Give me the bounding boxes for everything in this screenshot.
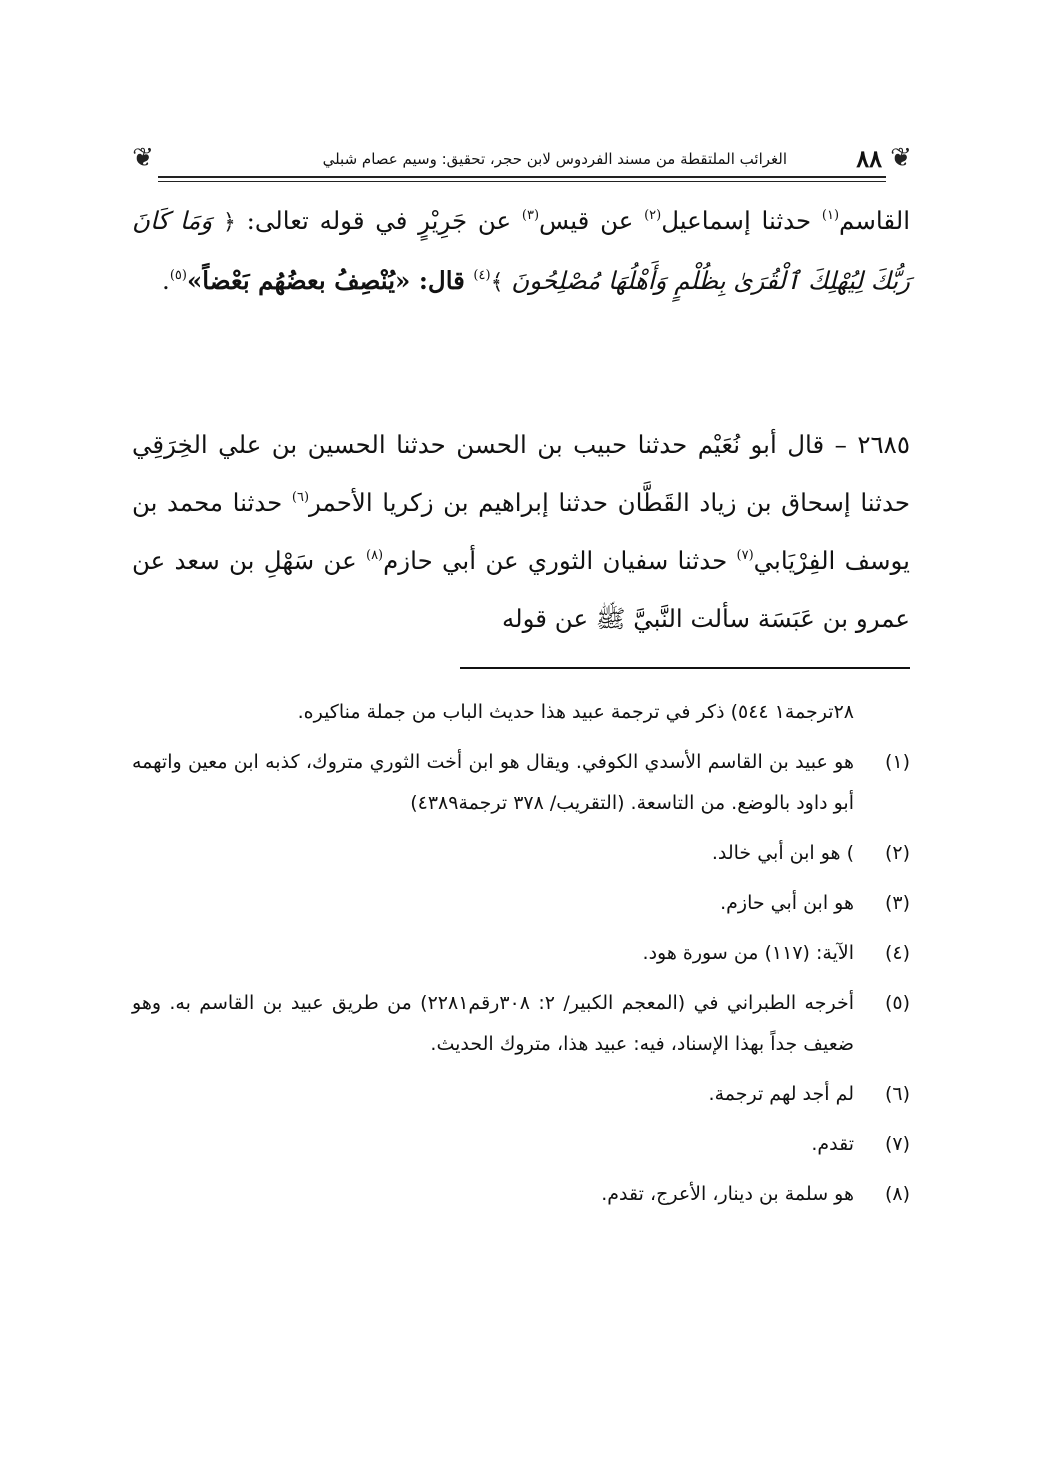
footnote-1	[132, 742, 910, 824]
footnote-8	[132, 1174, 910, 1215]
floral-ornament-icon: ❦	[890, 143, 912, 173]
footnote-ref-4[interactable]: (٤)	[473, 268, 491, 283]
footnote-ref-5[interactable]: (٥)	[169, 268, 187, 283]
footnote-4	[132, 933, 910, 974]
footnote-number: (٣)	[884, 892, 910, 914]
quran-verse: وَمَا كَانَ رَبُّكَ لِيُهْلِكَ ٱلْقُرَىٰ بِظُلْمٍ وَأَهْلُهَا مُصْلِحُونَ	[132, 206, 910, 295]
footnote-continuation: ٢٨ترجمة١ ٥٤٤) ذكر في ترجمة عبيد هذا حديث الباب من جملة مناكيره.	[297, 701, 854, 723]
footnote-number: (٢)	[884, 842, 910, 864]
floral-ornament-icon: ❦	[132, 143, 154, 173]
hadith-quote: «يُنْصِفُ بعضُهُم بَعْضاً»	[186, 266, 411, 295]
quran-open-bracket: ﴿	[223, 210, 236, 235]
footnote-number: (٥)	[884, 992, 910, 1014]
text-run: عن سَهْلِ بن سعد عن عمرو بن عَبَسَة سألت النَّبيَّ ﷺ عن قوله	[132, 546, 910, 633]
footnote-5	[132, 983, 910, 1065]
footnote-3	[132, 883, 910, 924]
footnote-text: لم أجد لهم ترجمة.	[708, 1083, 854, 1105]
footnote-ref-6[interactable]: (٦)	[291, 490, 310, 505]
footnote-number: (٧)	[884, 1133, 910, 1155]
footnote-number: (٨)	[884, 1183, 910, 1205]
running-header	[132, 136, 912, 184]
footnote-ref-7[interactable]: (٧)	[736, 548, 754, 563]
text-run: القاسم	[839, 206, 910, 235]
quran-close-bracket: ﴾	[490, 270, 504, 295]
text-run: عن جَرِيْرٍ في قوله تعالى:	[235, 206, 522, 235]
paragraph-continuation	[132, 192, 910, 312]
footnote-ref-2[interactable]: (٢)	[644, 208, 662, 223]
footnote-text: هو عبيد بن القاسم الأسدي الكوفي. ويقال هو ابن أخت الثوري متروك، كذبه ابن معين واتهمه أبو داود بالوضع. من التاسعة. (التقريب/ ٣٧٨ ترجمة٤٣٨٩)	[132, 751, 854, 814]
text-run: حدثنا سفيان الثوري عن أبي حازم	[383, 546, 737, 575]
footnote-text: هو ابن أبي حازم.	[720, 892, 854, 914]
page-number: ٨٨	[856, 144, 882, 173]
text-run: ٢٦٨٥ – قال أبو نُعَيْم حدثنا حبيب بن الحسن حدثنا الحسين بن علي الخِرَقِي حدثنا إسحاق بن زياد القَطَّان حدثنا إبراهيم بن زكريا الأحمر	[132, 430, 910, 517]
footnotes	[132, 692, 910, 1215]
footnote-6	[132, 1074, 910, 1115]
header-title: الغرائب الملتقطة من مسند الفردوس لابن حجر، تحقيق: وسيم عصام شبلي	[322, 150, 787, 168]
qal-label: قال:	[410, 266, 474, 295]
footnote-text: تقدم.	[811, 1133, 854, 1155]
header-rule-thin	[158, 181, 886, 182]
hadith-paragraph-2685	[132, 416, 910, 648]
text-run: عن قيس	[539, 206, 645, 235]
header-rule	[158, 176, 886, 178]
footnote-number: (٤)	[884, 942, 910, 964]
footnote-ref-8[interactable]: (٨)	[365, 548, 384, 563]
footnote-text: هو سلمة بن دينار، الأعرج، تقدم.	[601, 1183, 854, 1205]
footnote-7	[132, 1124, 910, 1165]
footnote-text: ) هو ابن أبي خالد.	[711, 842, 854, 864]
footnote-ref-1[interactable]: (١)	[821, 208, 840, 223]
footnote-2	[132, 833, 910, 874]
footnote-number: (١)	[884, 751, 910, 773]
footnote-text: الآية: (١١٧) من سورة هود.	[642, 942, 854, 964]
text-run: .	[162, 266, 170, 295]
footnote-text: أخرجه الطبراني في (المعجم الكبير/ ٢: ٣٠٨رقم٢٢٨١) من طريق عبيد بن القاسم به. وهو ضعيف جداً بهذا الإسناد، فيه: عبيد هذا، متروك الحديث.	[132, 992, 854, 1055]
footnote-number: (٦)	[884, 1083, 910, 1105]
footnote-separator	[460, 667, 910, 669]
footnote-ref-3[interactable]: (٣)	[521, 208, 540, 223]
text-run: حدثنا إسماعيل	[661, 206, 822, 235]
text-run: حدثنا محمد بن يوسف الفِرْيَابي	[132, 488, 910, 575]
